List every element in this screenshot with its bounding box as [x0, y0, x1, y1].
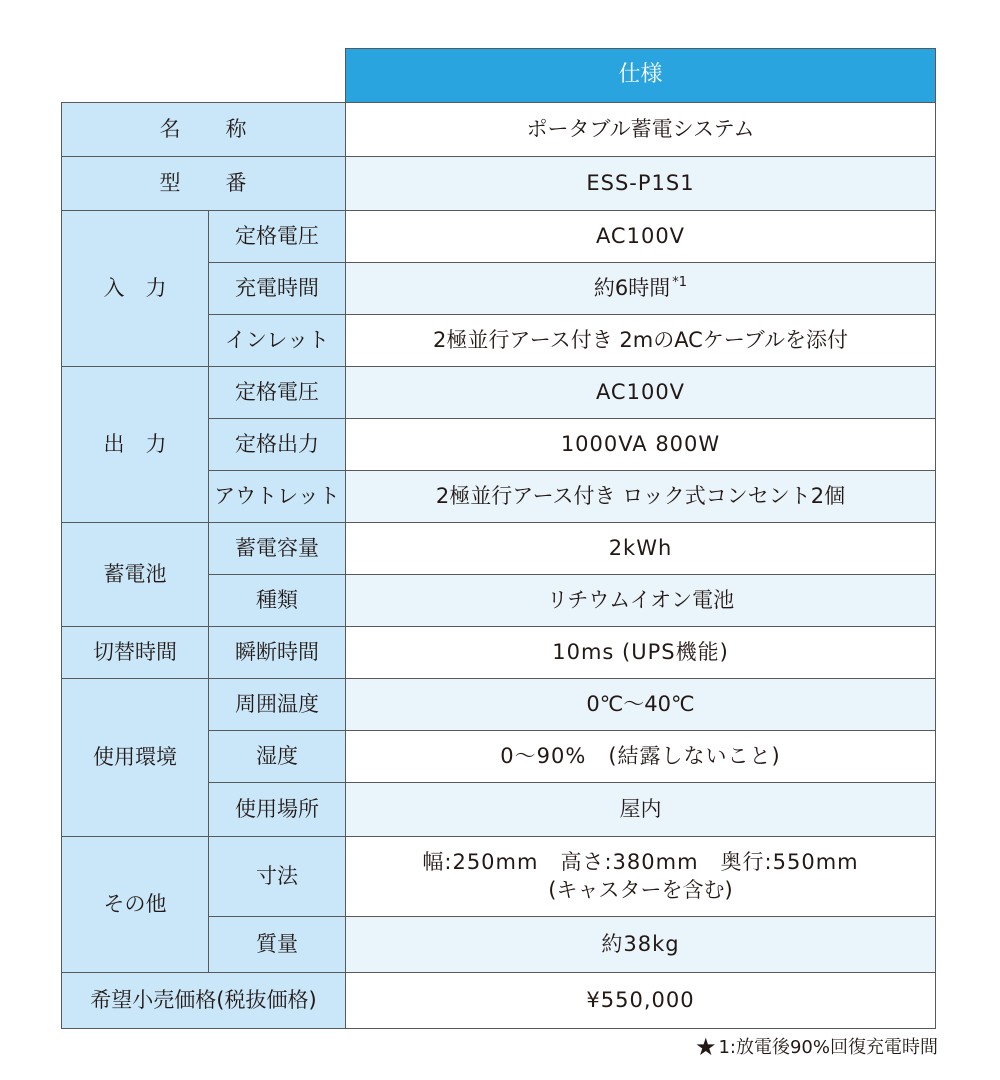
value-weight: 約38kg: [346, 917, 936, 973]
value-battery-type: リチウムイオン電池: [346, 575, 936, 627]
row-temperature: [62, 679, 936, 731]
label-model: 型 番: [62, 157, 346, 211]
label-price: 希望小売価格(税抜価格): [62, 973, 346, 1029]
header-row: [62, 49, 936, 103]
group-output: 出 力: [62, 367, 209, 523]
label-location: 使用場所: [209, 783, 346, 837]
value-instant: 10ms (UPS機能): [346, 627, 936, 679]
value-location: 屋内: [346, 783, 936, 837]
label-weight: 質量: [209, 917, 346, 973]
value-temperature: 0℃～40℃: [346, 679, 936, 731]
row-dimensions: [62, 837, 936, 917]
label-outlet: アウトレット: [209, 471, 346, 523]
value-inlet: 2極並行アース付き 2mのACケーブルを添付: [346, 315, 936, 367]
value-output-rated-voltage: AC100V: [346, 367, 936, 419]
charge-time-text: 約6時間: [593, 275, 671, 300]
label-rated-output: 定格出力: [209, 419, 346, 471]
star-icon: ★: [694, 1033, 717, 1061]
group-switch: 切替時間: [62, 627, 209, 679]
label-output-rated-voltage: 定格電圧: [209, 367, 346, 419]
row-switch-time: [62, 627, 936, 679]
value-charge-time: [346, 263, 936, 315]
label-inlet: インレット: [209, 315, 346, 367]
value-model: ESS-P1S1: [346, 157, 936, 211]
label-humidity: 湿度: [209, 731, 346, 783]
value-dimensions: [346, 837, 936, 917]
dimensions-line-1: 幅:250mm 高さ:380mm 奥行:550mm: [422, 850, 859, 875]
value-outlet: 2極並行アース付き ロック式コンセント2個: [346, 471, 936, 523]
spec-table: [61, 48, 936, 1029]
row-output-rated-voltage: [62, 367, 936, 419]
charge-time-note: *1: [672, 274, 688, 290]
row-input-rated-voltage: [62, 211, 936, 263]
blank-corner: [62, 49, 346, 103]
value-input-rated-voltage: AC100V: [346, 211, 936, 263]
label-name: 名 称: [62, 103, 346, 157]
group-environment: 使用環境: [62, 679, 209, 837]
value-rated-output: 1000VA 800W: [346, 419, 936, 471]
group-battery: 蓄電池: [62, 523, 209, 627]
row-price: [62, 973, 936, 1029]
value-capacity: 2kWh: [346, 523, 936, 575]
dimensions-line-2: (キャスターを含む): [548, 877, 733, 902]
label-temperature: 周囲温度: [209, 679, 346, 731]
label-instant: 瞬断時間: [209, 627, 346, 679]
label-charge-time: 充電時間: [209, 263, 346, 315]
label-battery-type: 種類: [209, 575, 346, 627]
spec-header: 仕様: [346, 49, 936, 103]
row-model: [62, 157, 936, 211]
value-price: ¥550,000: [346, 973, 936, 1029]
group-other: その他: [62, 837, 209, 973]
row-name: [62, 103, 936, 157]
group-input: 入 力: [62, 211, 209, 367]
value-name: ポータブル蓄電システム: [346, 103, 936, 157]
label-input-rated-voltage: 定格電圧: [209, 211, 346, 263]
label-dimensions: 寸法: [209, 837, 346, 917]
footnote: [695, 1033, 938, 1061]
label-capacity: 蓄電容量: [209, 523, 346, 575]
footnote-text: 1:放電後90%回復充電時間: [718, 1037, 938, 1058]
value-humidity: 0～90% (結露しないこと): [346, 731, 936, 783]
row-capacity: [62, 523, 936, 575]
